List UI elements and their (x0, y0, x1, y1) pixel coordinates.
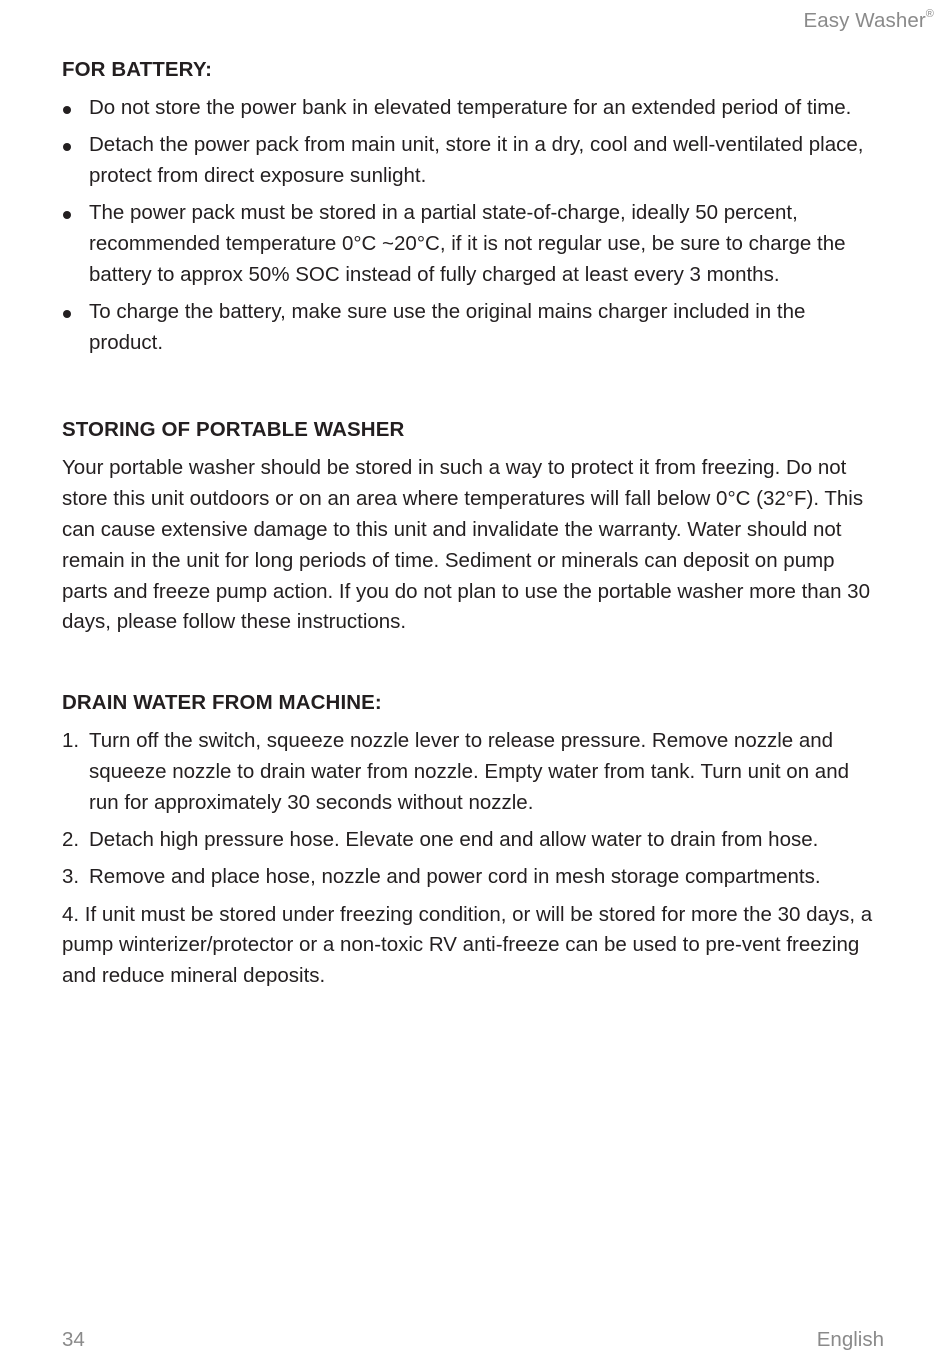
step-item (62, 862, 882, 893)
brand-name (804, 9, 934, 33)
step-number: 2. (62, 828, 80, 852)
list-item (62, 93, 882, 124)
bullet-icon (63, 106, 71, 114)
battery-list (62, 93, 882, 359)
step-text: Turn off the switch, squeeze nozzle lever to release pressure. Remove nozzle and squeeze nozzle to drain water from nozzle. Empty water from tank. Turn unit on and run for approximately 30 seconds without nozzle. (89, 729, 850, 814)
page-number: 34 (62, 1328, 85, 1351)
drain-heading: DRAIN WATER FROM MACHINE: (62, 691, 382, 715)
battery-section (62, 56, 882, 359)
storing-section (62, 416, 882, 638)
drain-section (62, 689, 882, 992)
brand-text: Easy Washer (803, 9, 926, 32)
step-text: Detach high pressure hose. Elevate one end and allow water to drain from hose. (89, 828, 819, 852)
battery-heading: FOR BATTERY: (62, 58, 212, 81)
step-4-text: 4. If unit must be stored under freezing condition, or will be stored for more the 30 days, a pump winterizer/protector or a non-toxic RV anti-freeze can be used to pre-vent freezing and reduce mineral deposits. (62, 902, 873, 988)
list-item (62, 297, 882, 359)
bullet-icon (63, 211, 71, 219)
step-item (62, 726, 882, 818)
section-spacer (62, 365, 882, 416)
step-number: 1. (62, 729, 80, 753)
list-item (62, 130, 882, 192)
step-text: Remove and place hose, nozzle and power cord in mesh storage compartments. (89, 865, 821, 889)
drain-steps-list (62, 726, 882, 893)
list-item-text: Do not store the power bank in elevated temperature for an extended period of time. (89, 96, 852, 119)
list-item (62, 198, 882, 290)
step-item (62, 825, 882, 856)
page-content (62, 56, 882, 992)
bullet-icon (63, 143, 71, 151)
step-number: 3. (62, 865, 80, 889)
bullet-icon (63, 310, 71, 318)
list-item-text: Detach the power pack from main unit, store it in a dry, cool and well-ventilated place, protect from direct exposure sunlight. (89, 133, 864, 188)
list-item-text: To charge the battery, make sure use the original mains charger included in the product. (89, 300, 806, 355)
section-spacer (62, 638, 882, 689)
storing-paragraph: Your portable washer should be stored in such a way to protect it from freezing. Do not store this unit outdoors or on an area where temperatures will fall below 0°C (32°F). This can cause extensive damage to this unit and invalidate the warranty. Water should not remain in the unit for long periods of time. Sediment or minerals can deposit on pump parts and freeze pump action. If you do not plan to use the portable washer more than 30 days, please follow these instructions. (62, 456, 870, 634)
registered-mark: ® (925, 8, 934, 20)
footer-language: English (816, 1328, 884, 1351)
storing-heading: STORING OF PORTABLE WASHER (62, 418, 405, 442)
list-item-text: The power pack must be stored in a partial state-of-charge, ideally 50 percent, recommended temperature 0°C ~20°C, if it is not regular use, be sure to charge the battery to approx 50% SOC instead of fully charged at least every 3 months. (89, 201, 846, 286)
